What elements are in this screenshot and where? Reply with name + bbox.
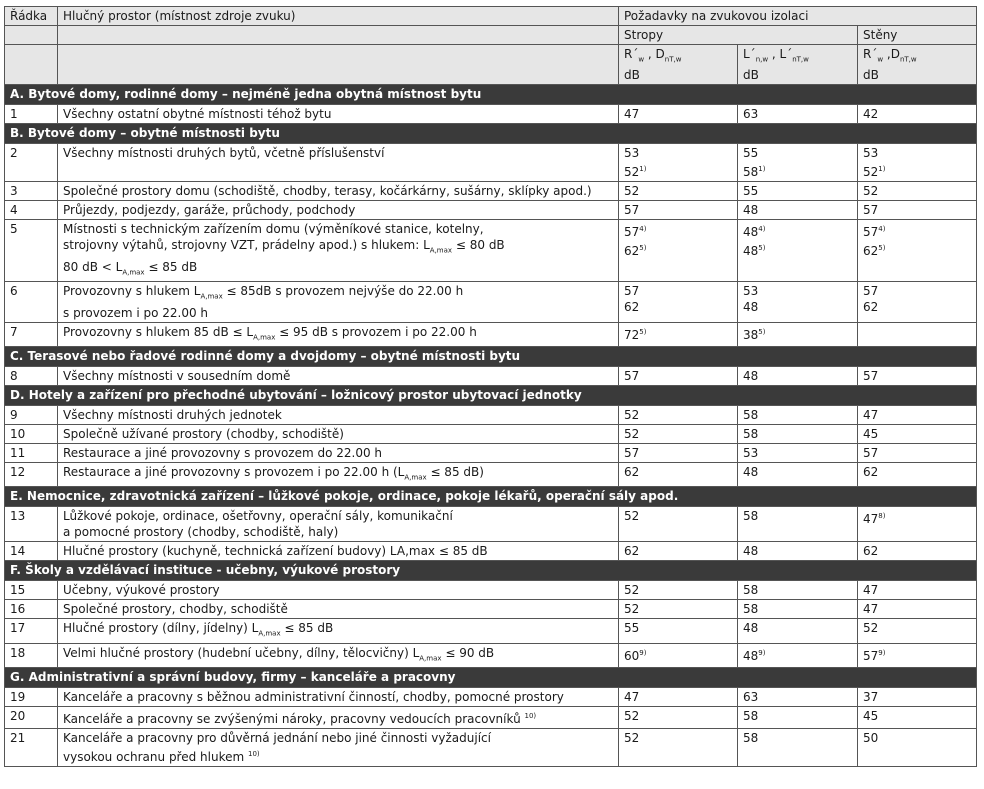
table-row: 9 Všechny místnosti druhých jednotek 52 58 47 [5, 405, 977, 424]
table-row: 11 Restaurace a jiné provozovny s provozem do 22.00 h 57 53 57 [5, 443, 977, 462]
section-a: A. Bytové domy, rodinné domy – nejméně jedna obytná místnost bytu [5, 85, 977, 105]
sound-insulation-table [4, 6, 977, 767]
header-row-3 [5, 45, 977, 85]
table-row: 15 Učebny, výukové prostory 52 58 47 [5, 581, 977, 600]
table-row: 7 Provozovny s hlukem 85 dB ≤ $L_{A,max} \le 95$ dB s provozem i po 22.00 h 72$^{5)}$ 38$^{5)}$ [5, 322, 977, 346]
table-row: 1 Všechny ostatní obytné místnosti téhož bytu 47 63 42 [5, 105, 977, 124]
table-row: 14 Hlučné prostory (kuchyně, technická zařízení budovy) LA,max ≤ 85 dB 62 48 62 [5, 542, 977, 561]
table-row: 20 Kanceláře a pracovny se zvýšenými nároky, pracovny vedoucích pracovníků $^{10)}$ 52 58 45 [5, 707, 977, 729]
unit-ceiling-impact: $L´_{n,w}$ , $L´_{nT,w}$ dB [738, 45, 858, 85]
table-row: 16 Společné prostory, chodby, schodiště 52 58 47 [5, 600, 977, 619]
requirements-table-container [4, 6, 976, 767]
table-row: 4 Průjezdy, podjezdy, garáže, průchody, podchody 57 48 57 [5, 201, 977, 220]
col-requirements-header: Požadavky na zvukovou izolaci [619, 7, 977, 26]
table-row: 2 Všechny místnosti druhých bytů, včetně příslušenství 53 52$^{1)}$ 55 58$^{1)}$ 53 52$^{1)}$ [5, 144, 977, 182]
unit-wall-airborne: $R´_w$ $,D_{nT,w}$ dB [858, 45, 977, 85]
table-row: 3 Společné prostory domu (schodiště, chodby, terasy, kočárkárny, sušárny, sklípky apod.) 52 55 52 [5, 182, 977, 201]
col-row-header: Řádka [5, 7, 58, 26]
unit-ceiling-airborne: $R´_w$ , $D_{nT,w}$ dB [619, 45, 738, 85]
table-row: 6 Provozovny s hlukem $L_{A,max} \le 85dB$ s provozem nejvýše do 22.00 h s provozem i po 22.00 h 57 62 53 48 57 62 [5, 282, 977, 322]
table-row: 21 Kanceláře a pracovny pro důvěrná jednání nebo jiné činnosti vyžadující vysokou ochranu před hlukem $^{10)}$ 52 58 50 [5, 729, 977, 767]
header-row-2 [5, 26, 977, 45]
section-e: E. Nemocnice, zdravotnická zařízení – lůžkové pokoje, ordinace, pokoje lékařů, operační sály apod. [5, 487, 977, 507]
section-b: B. Bytové domy – obytné místnosti bytu [5, 124, 977, 144]
table-row: 5 Místnosti s technickým zařízením domu (výměníkové stanice, kotelny, strojovny výtahů, strojovny VZT, prádelny apod.) s hlukem: $L_{A,max} \le 80$ dB 80 dB < $L_{A,max} \le 85$ dB 57$^{4)}$ 62$^{5)}$ 48$^{4)}$ 48$^{5)}$ 57$^{4)}$ 62$^{5)}$ [5, 220, 977, 282]
col-ceilings-header: Stropy [619, 26, 858, 45]
table-row: 10 Společně užívané prostory (chodby, schodiště) 52 58 45 [5, 424, 977, 443]
table-row: 8 Všechny místnosti v sousedním domě 57 48 57 [5, 366, 977, 385]
table-row: 13 Lůžkové pokoje, ordinace, ošetřovny, operační sály, komunikační a pomocné prostory (chodby, schodiště, haly) 52 58 47$^{8)}$ [5, 507, 977, 542]
table-row: 17 Hlučné prostory (dílny, jídelny) $L_{A,max} \le 85$ dB 55 48 52 [5, 619, 977, 643]
table-row: 18 Velmi hlučné prostory (hudební učebny, dílny, tělocvičny) $L_{A,max} \le 90$ dB 60$^{9)}$ 48$^{9)}$ 57$^{9)}$ [5, 643, 977, 667]
section-g: G. Administrativní a správní budovy, firmy – kanceláře a pracovny [5, 668, 977, 688]
section-c: C. Terasové nebo řadové rodinné domy a dvojdomy – obytné místnosti bytu [5, 346, 977, 366]
table-row: 12 Restaurace a jiné provozovny s provozem i po 22.00 h ($L_{A,max} \le 85$ dB) 62 48 62 [5, 462, 977, 486]
section-d: D. Hotely a zařízení pro přechodné ubytování – ložnicový prostor ubytovací jednotky [5, 385, 977, 405]
header-row-1 [5, 7, 977, 26]
section-f: F. Školy a vzdělávací instituce - učebny, výukové prostory [5, 561, 977, 581]
col-space-header: Hlučný prostor (místnost zdroje zvuku) [58, 7, 619, 26]
col-walls-header: Stěny [858, 26, 977, 45]
table-row: 19 Kanceláře a pracovny s běžnou administrativní činností, chodby, pomocné prostory 47 63 37 [5, 688, 977, 707]
